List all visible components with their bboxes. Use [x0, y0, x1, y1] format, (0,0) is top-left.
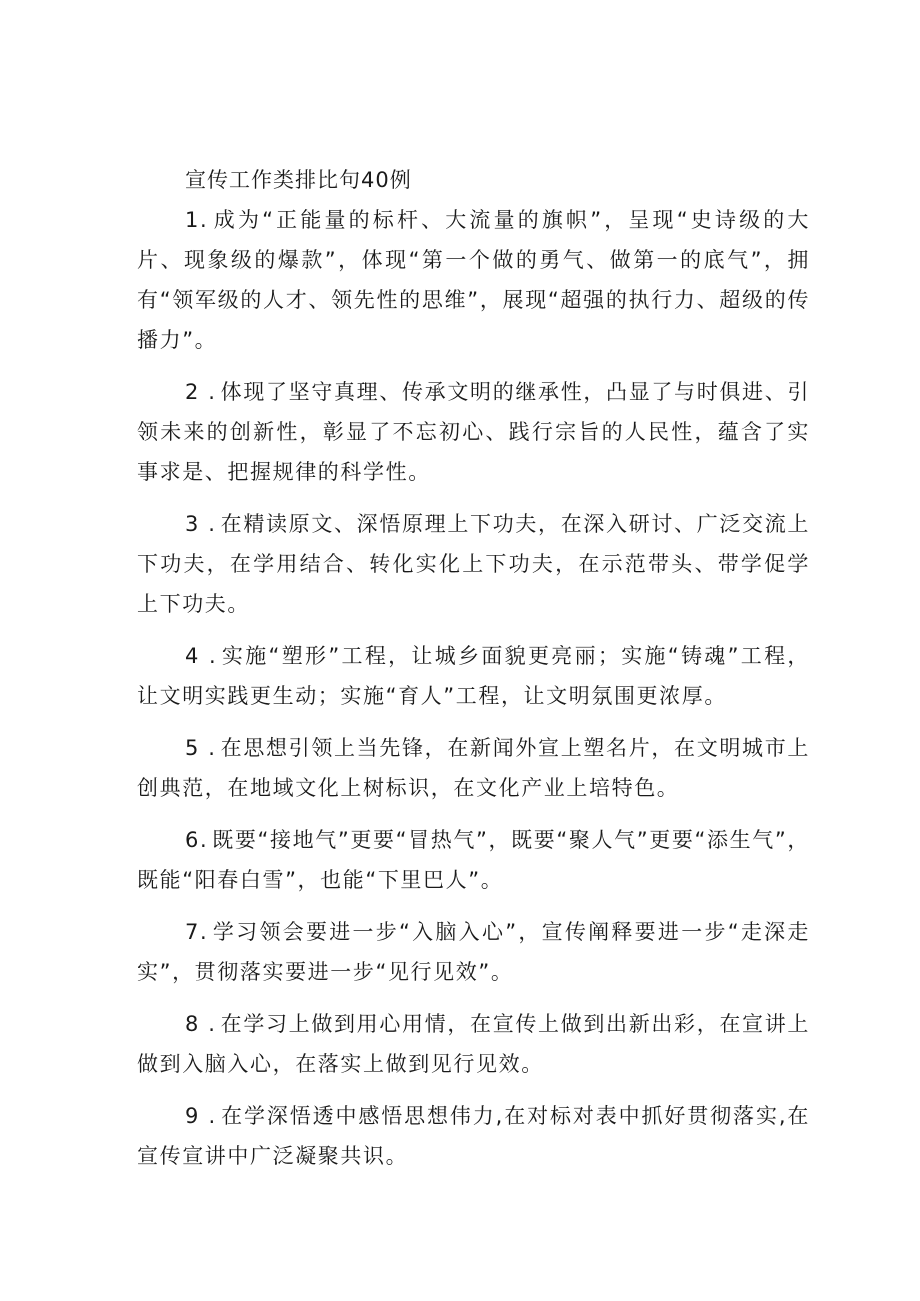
list-item [137, 504, 810, 624]
list-item [137, 820, 810, 900]
list-item [137, 1096, 810, 1176]
item-number: 9 . [185, 1104, 217, 1128]
item-text: 成为“正能量的标杆、大流量的旗帜”，呈现“史诗级的大片、现象级的爆款”，体现“第一个做的勇气、做第一的底气”，拥有“领军级的人才、领先性的思维”，展现“超强的执行力、超级的传播力”。 [137, 208, 810, 352]
item-number: 7. [185, 920, 209, 944]
document-body [137, 160, 810, 1188]
item-number: 4 . [185, 644, 218, 668]
sentence-list [137, 200, 810, 1176]
item-number: 6. [185, 828, 209, 852]
item-text: 学习领会要进一步“入脑入心”，宣传阐释要进一步“走深走实”，贯彻落实要进一步“见行见效”。 [137, 920, 810, 984]
item-text: 体现了坚守真理、传承文明的继承性，凸显了与时俱进、引领未来的创新性，彰显了不忘初心、践行宗旨的人民性，蕴含了实事求是、把握规律的科学性。 [137, 380, 810, 484]
list-item [137, 912, 810, 992]
item-text: 既要“接地气”更要“冒热气”，既要“聚人气”更要“添生气”，既能“阳春白雪”，也能“下里巴人”。 [137, 828, 810, 892]
list-item [137, 1004, 810, 1084]
item-text: 在思想引领上当先锋，在新闻外宣上塑名片，在文明城市上创典范，在地域文化上树标识，在文化产业上培特色。 [137, 736, 810, 800]
list-item [137, 636, 810, 716]
item-text: 在学习上做到用心用情，在宣传上做到出新出彩，在宣讲上做到入脑入心，在落实上做到见行见效。 [137, 1012, 810, 1076]
item-text: 在学深悟透中感悟思想伟力,在对标对表中抓好贯彻落实,在宣传宣讲中广泛凝聚共识。 [137, 1104, 810, 1168]
list-item [137, 372, 810, 492]
item-number: 1. [185, 208, 209, 232]
list-item [137, 200, 810, 360]
item-number: 5 . [185, 736, 217, 760]
item-text: 在精读原文、深悟原理上下功夫，在深入研讨、广泛交流上下功夫，在学用结合、转化实化上下功夫，在示范带头、带学促学上下功夫。 [137, 512, 810, 616]
item-text: 实施“塑形”工程，让城乡面貌更亮丽；实施“铸魂”工程，让文明实践更生动；实施“育人”工程，让文明氛围更浓厚。 [137, 644, 810, 708]
list-item [137, 728, 810, 808]
item-number: 3 . [185, 512, 217, 536]
document-title: 宣传工作类排比句40例 [185, 168, 412, 192]
item-number: 8 . [185, 1012, 217, 1036]
item-number: 2 . [185, 380, 217, 404]
